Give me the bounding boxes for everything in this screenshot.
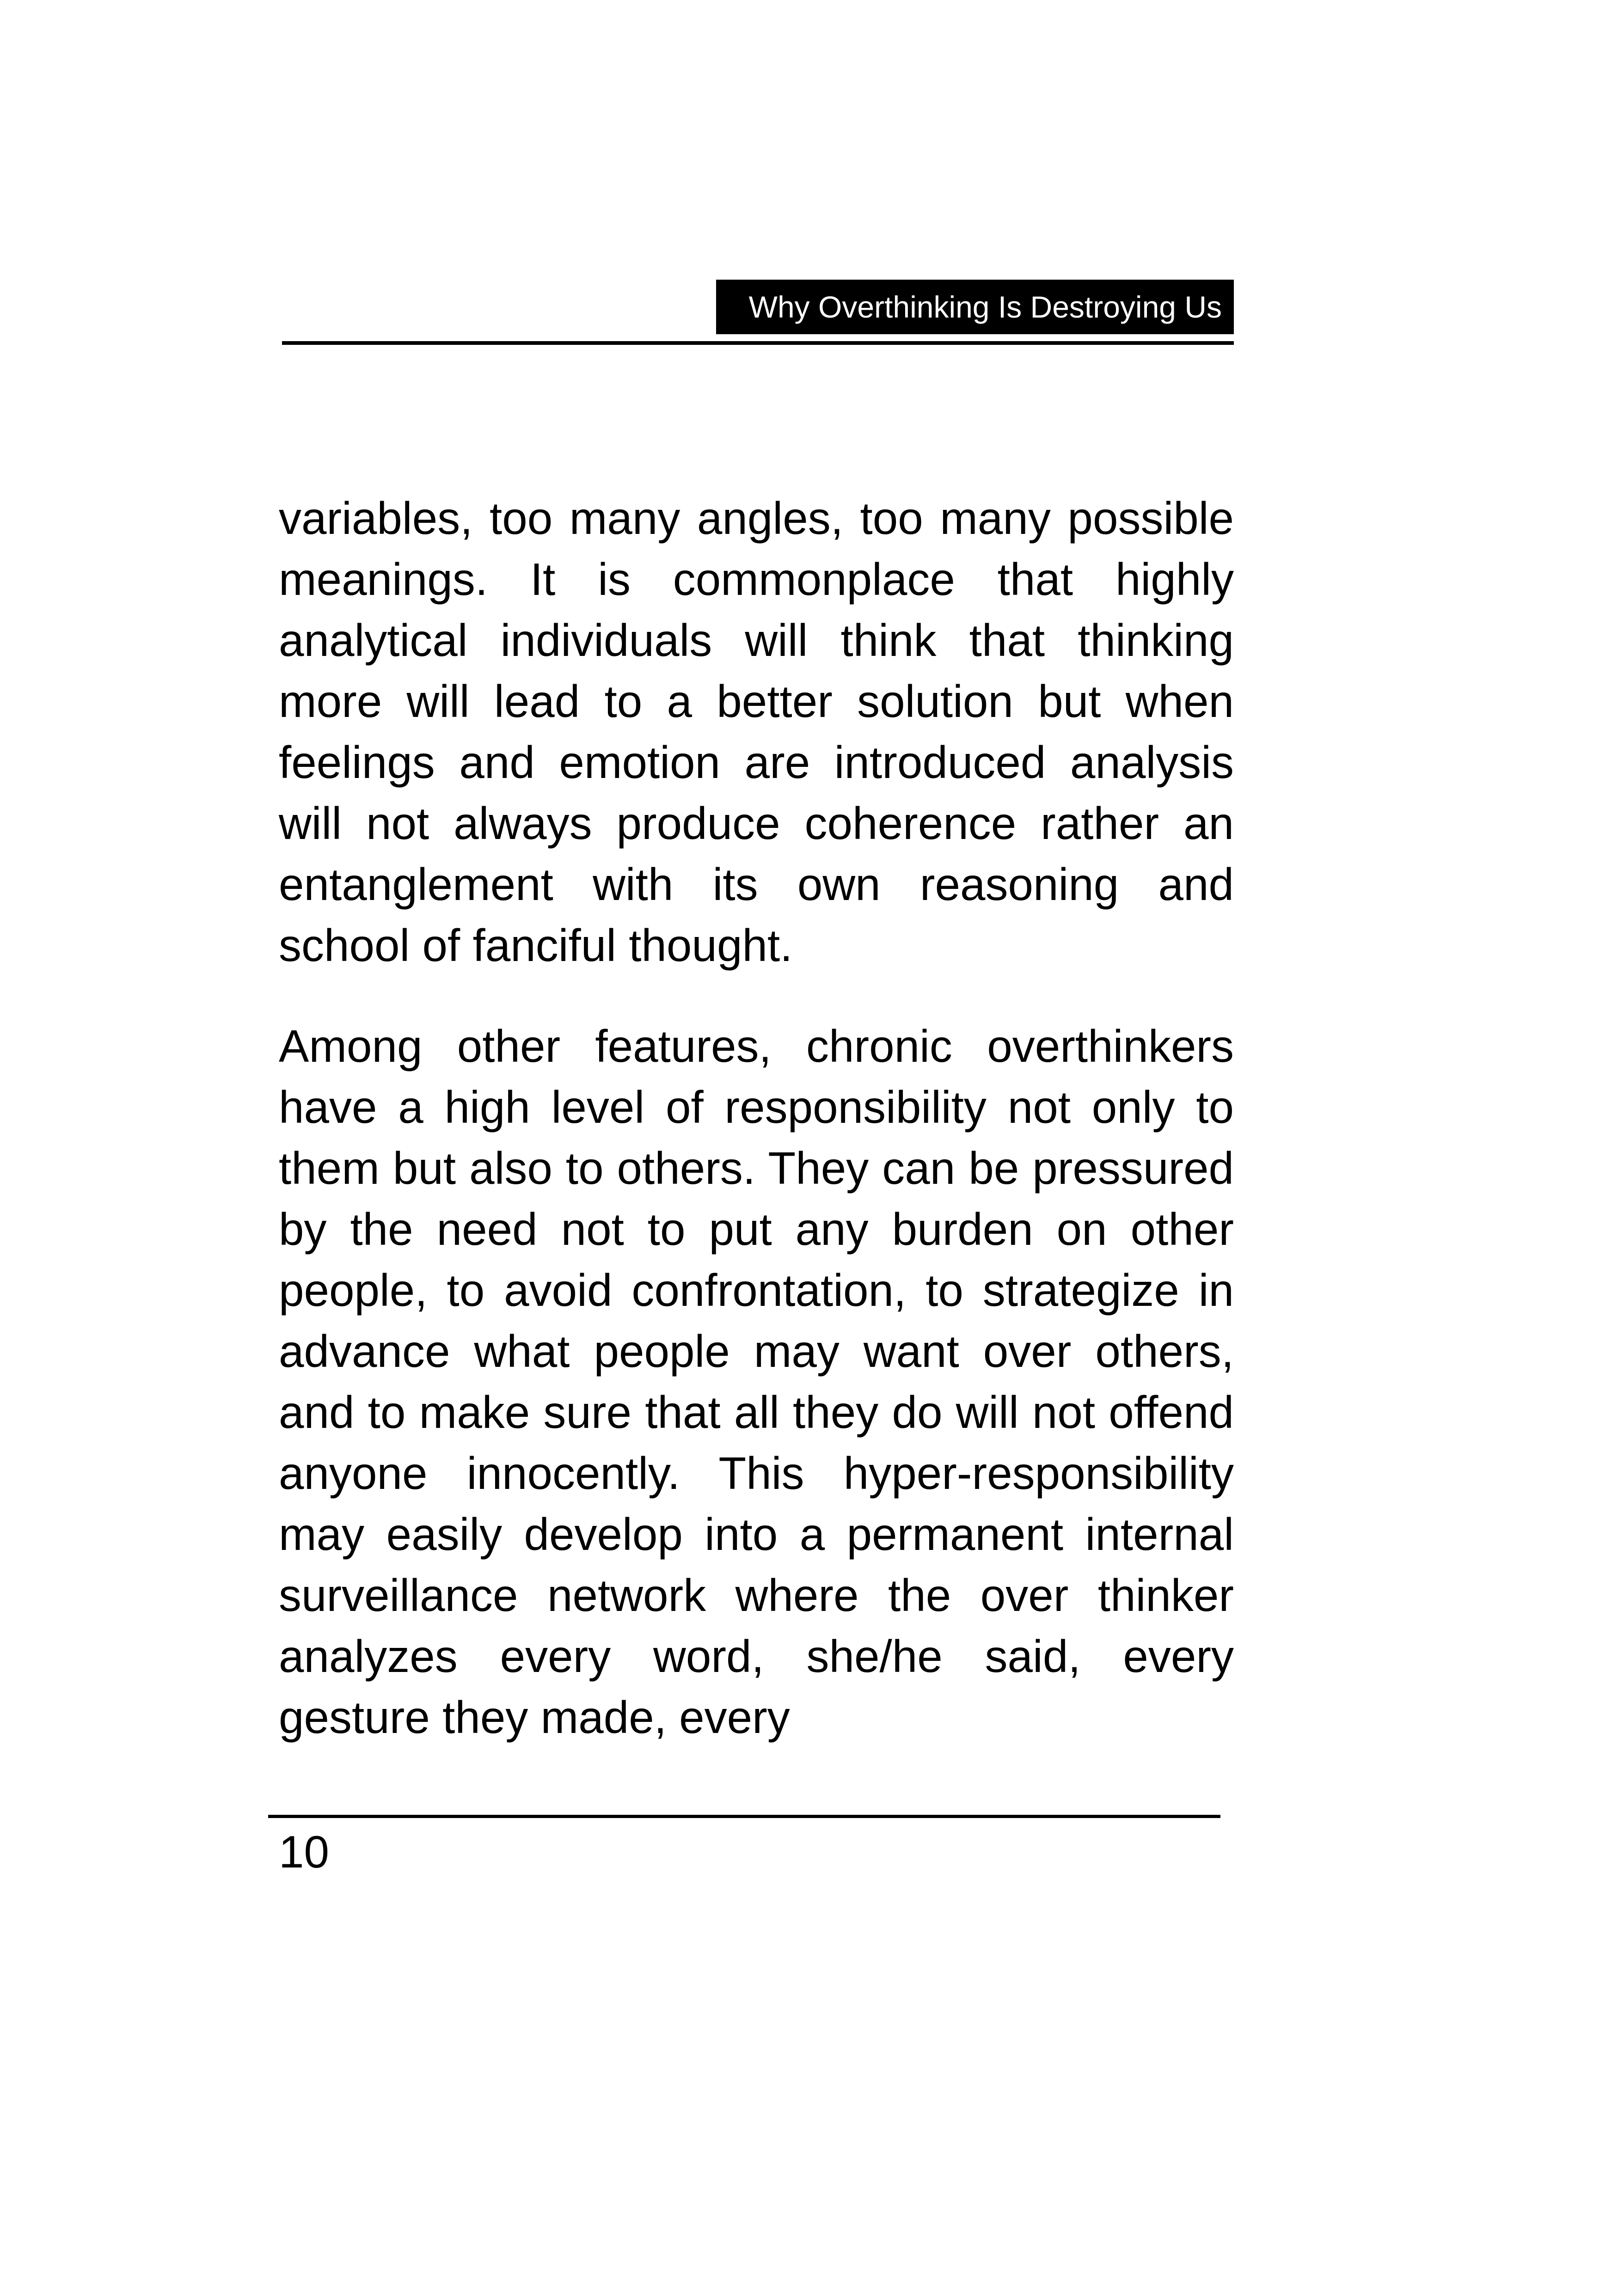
running-header-title: Why Overthinking Is Destroying Us <box>716 280 1234 334</box>
page-number: 10 <box>279 1826 330 1877</box>
body-text <box>279 488 1234 1748</box>
header-rule <box>282 341 1234 345</box>
footer-rule <box>268 1815 1220 1818</box>
paragraph-2: Among other features, chronic overthinkers have a high level of responsibility not only to them but also to others. They can be pressured by the need not to put any burden on other people, to avoid confrontation, to strategize in advance what people may want over others, and to make sure that all they do will not offend anyone innocently. This hyper-responsibility may easily develop into a permanent internal surveillance network where the over thinker analyzes every word, she/he said, every gesture they made, every <box>279 1021 1234 1743</box>
paragraph-1: variables, too many angles, too many possible meanings. It is commonplace that highly analytical individuals will think that thinking more will lead to a better solution but when feelings and emotion are introduced analysis will not always produce coherence rather an entanglement with its own reasoning and school of fanciful thought. <box>279 493 1234 971</box>
